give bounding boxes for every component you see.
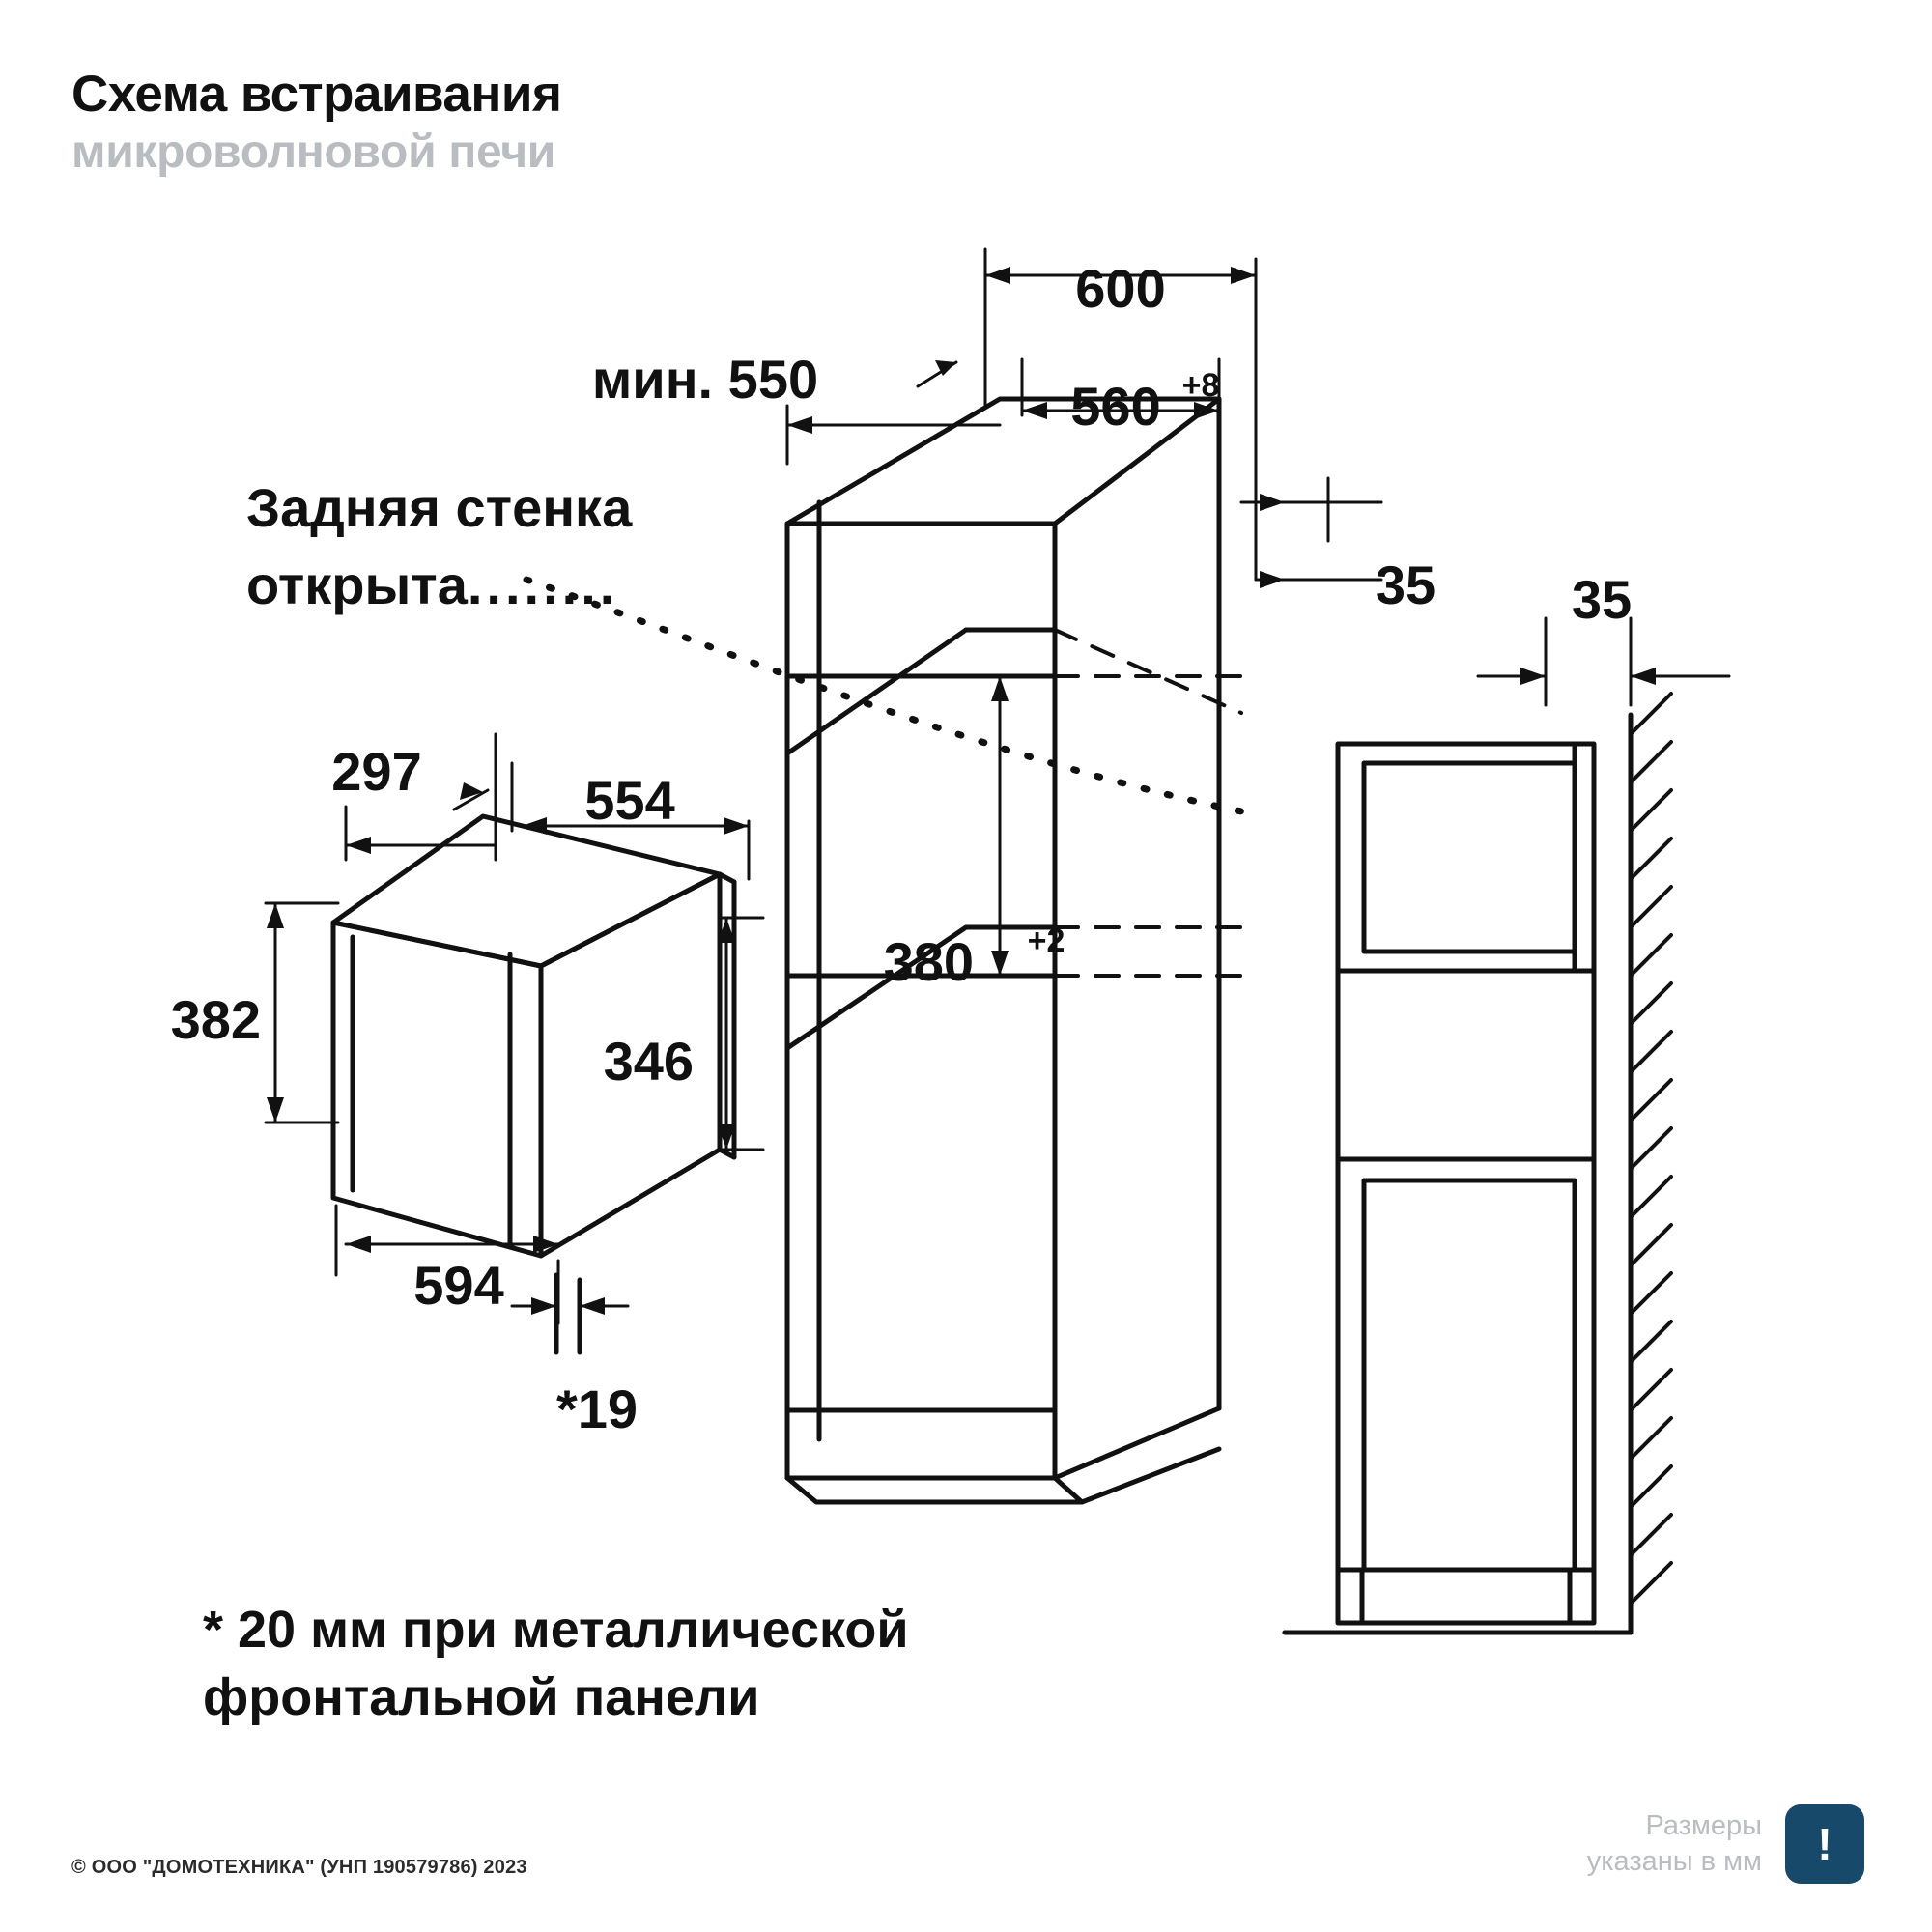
dim-min-550: мин. 550 <box>591 349 819 410</box>
dim-600: 600 <box>1075 258 1166 319</box>
dim-380: 380 <box>883 931 974 992</box>
units-note <box>1453 1808 1762 1880</box>
dim-560: 560 <box>1070 376 1161 437</box>
dim-382: 382 <box>170 989 261 1050</box>
dim-297: 297 <box>331 741 422 802</box>
units-note-line1: Размеры <box>1645 1810 1762 1841</box>
dim-380-sup: +2 <box>1027 923 1065 959</box>
dim-35-top: 35 <box>1375 554 1436 615</box>
dim-19: *19 <box>555 1378 639 1439</box>
title-sub: микроволновой печи <box>71 127 555 179</box>
dim-346: 346 <box>603 1031 694 1092</box>
dim-594: 594 <box>413 1255 504 1316</box>
copyright-text: © ООО "ДОМОТЕХНИКА" (УНП 190579786) 2023 <box>71 1857 527 1878</box>
dim-554: 554 <box>584 770 675 831</box>
footnote-line1: * 20 мм при металлической <box>203 1601 909 1659</box>
dim-560-sup: +8 <box>1181 367 1220 404</box>
title-main: Схема встраивания <box>71 66 562 123</box>
footnote-line2: фронтальной панели <box>203 1668 760 1726</box>
note-back-wall-line2: открыта........ <box>246 554 619 615</box>
note-back-wall-line1: Задняя стенка <box>246 477 633 538</box>
units-note-line2: указаны в мм <box>1586 1846 1762 1878</box>
info-badge: ! <box>1785 1804 1864 1884</box>
dim-35-right: 35 <box>1571 569 1633 630</box>
